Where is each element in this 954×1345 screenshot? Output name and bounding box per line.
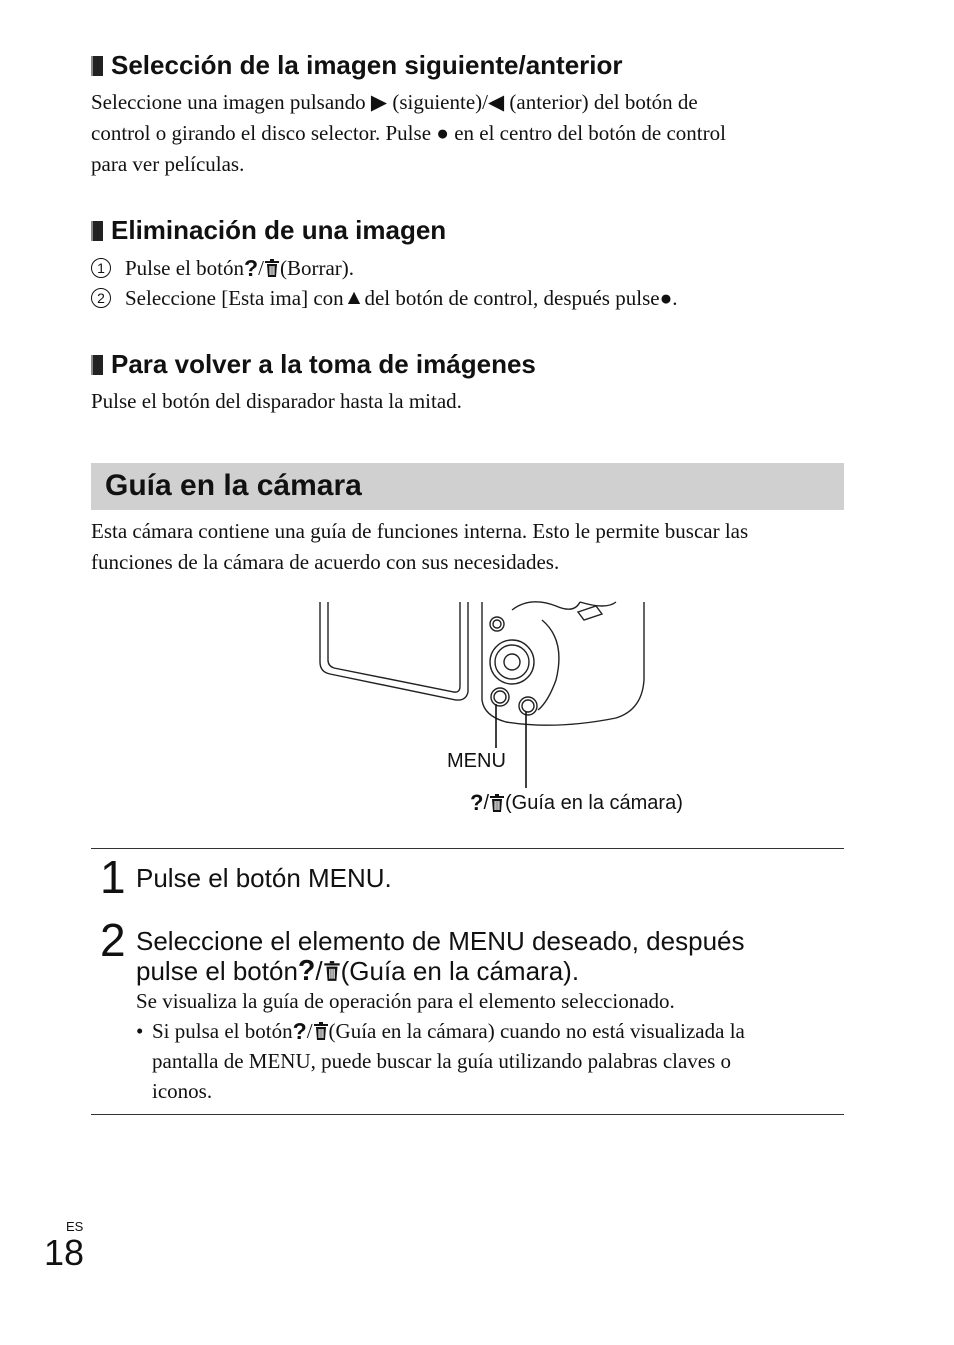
section-title-bar bbox=[91, 463, 844, 510]
heading-marker-icon bbox=[91, 355, 103, 375]
step-2-text: Seleccione el elemento de MENU deseado, después pulse el botón ? / (Guía en la cámara). bbox=[136, 926, 745, 987]
step-1-text: Pulse el botón MENU. bbox=[136, 863, 392, 893]
guide-intro: Esta cámara contiene una guía de funciones interna. Esto le permite buscar las funciones de la cámara de acuerdo con sus necesidades. bbox=[91, 519, 749, 574]
delete-step-2: 2 Seleccione [Esta ima] con ▲ del botón de control, después pulse ● . bbox=[91, 283, 678, 313]
center-button-icon: ● bbox=[659, 286, 673, 310]
trash-icon bbox=[313, 1021, 329, 1041]
steps-bottom-rule bbox=[91, 1114, 844, 1115]
heading-marker-icon bbox=[91, 221, 103, 241]
trash-icon bbox=[264, 258, 280, 278]
language-code: ES bbox=[66, 1219, 84, 1234]
step-number-1: 1 bbox=[100, 851, 126, 903]
bullet: • bbox=[136, 1019, 144, 1043]
delete-step-1: 1 Pulse el botón ? / (Borrar). bbox=[91, 253, 354, 283]
steps-top-rule bbox=[91, 848, 844, 849]
page-number: 18 bbox=[44, 1232, 85, 1273]
play-left-icon: ◀ bbox=[487, 91, 505, 114]
heading-next-previous: Selección de la imagen siguiente/anterior bbox=[91, 50, 623, 81]
up-arrow-icon: ▲ bbox=[343, 286, 365, 309]
return-shooting-text: Pulse el botón del disparador hasta la mitad. bbox=[91, 389, 462, 413]
help-icon: ? bbox=[470, 790, 484, 815]
step-number-1: 1 bbox=[91, 258, 111, 278]
help-icon: ? bbox=[297, 955, 316, 987]
help-icon: ? bbox=[244, 255, 259, 281]
step-2-note: Se visualiza la guía de operación para el elemento seleccionado. • Si pulsa el botón ? / (Guía en la cámara) cuando no está visualizada la pantalla de MENU, puede buscar la guía utilizando palabras claves o iconos. bbox=[136, 989, 745, 1103]
heading-delete-image: Eliminación de una imagen bbox=[91, 215, 446, 246]
menu-button-label: MENU bbox=[447, 750, 506, 772]
section-title: Guía en la cámara bbox=[105, 469, 362, 502]
camera-back-illustration bbox=[316, 600, 648, 730]
trash-icon bbox=[323, 960, 341, 982]
heading-marker-icon bbox=[91, 56, 103, 76]
step-number-2: 2 bbox=[100, 914, 126, 966]
heading-return-shooting: Para volver a la toma de imágenes bbox=[91, 349, 536, 380]
next-previous-text: Seleccione una imagen pulsando ▶ (siguiente)/◀ (anterior) del botón de control o girando el disco selector. Pulse ● en el centro del botón de control para ver películas. bbox=[91, 90, 726, 176]
trash-icon bbox=[489, 793, 505, 813]
guide-button-label: ? / (Guía en la cámara) bbox=[470, 790, 683, 815]
center-button-icon: ● bbox=[436, 121, 449, 145]
step-number-2: 2 bbox=[91, 288, 111, 308]
help-icon: ? bbox=[292, 1018, 307, 1044]
play-right-icon: ▶ bbox=[370, 91, 388, 114]
